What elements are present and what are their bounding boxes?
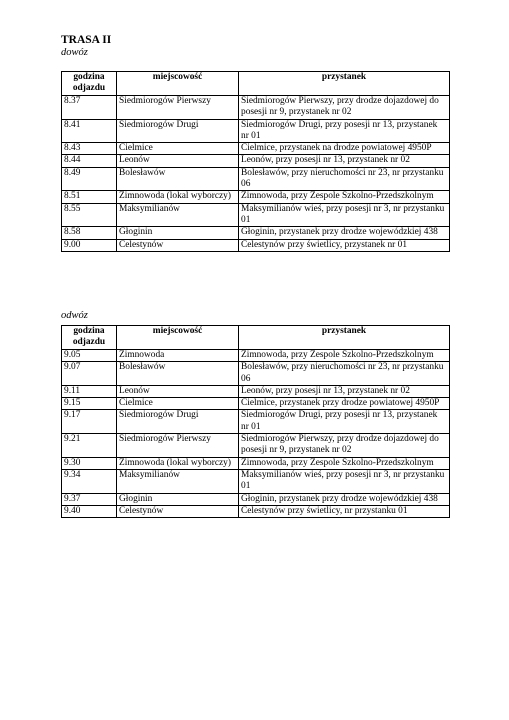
departure-time-cell: 8.44 [62, 155, 117, 167]
table-row [62, 434, 450, 458]
departure-time-cell: 9.40 [62, 505, 117, 517]
bus-stop-cell: Bolesławów, przy nieruchomości nr 23, nr przystanku 06 [239, 167, 450, 191]
departure-time-cell: 9.07 [62, 362, 117, 386]
departure-time-cell: 8.55 [62, 203, 117, 227]
locality-cell: Zimnowoda (lokal wyborczy) [117, 191, 239, 203]
departure-time-cell: 8.51 [62, 191, 117, 203]
departure-time-cell: 9.15 [62, 398, 117, 410]
bus-stop-cell: Leonów, przy posesji nr 13, przystanek nr 02 [239, 385, 450, 397]
departure-time-cell: 8.49 [62, 167, 117, 191]
header-place: miejscowość [117, 326, 239, 350]
table-row [62, 350, 450, 362]
table-row [62, 469, 450, 493]
table-row [62, 239, 450, 251]
locality-cell: Głoginin [117, 227, 239, 239]
locality-cell: Bolesławów [117, 167, 239, 191]
header-time: godzina odjazdu [62, 72, 117, 96]
bus-stop-cell: Maksymilianów wieś, przy posesji nr 3, nr przystanku 01 [239, 469, 450, 493]
table-row [62, 191, 450, 203]
departure-time-cell: 9.00 [62, 239, 117, 251]
departure-time-cell: 9.11 [62, 385, 117, 397]
locality-cell: Celestynów [117, 505, 239, 517]
table-row [62, 155, 450, 167]
table-row [62, 410, 450, 434]
odwoz-label: odwóz [61, 310, 88, 321]
locality-cell: Siedmiorogów Drugi [117, 119, 239, 143]
locality-cell: Siedmiorogów Drugi [117, 410, 239, 434]
table-header-row [62, 326, 450, 350]
odwoz-table [61, 325, 450, 518]
dowoz-table [61, 71, 450, 252]
locality-cell: Zimnowoda (lokal wyborczy) [117, 457, 239, 469]
table-row [62, 203, 450, 227]
bus-stop-cell: Siedmiorogów Drugi, przy posesji nr 13, przystanek nr 01 [239, 119, 450, 143]
bus-stop-cell: Cielmice, przystanek na drodze powiatowej 4950P [239, 143, 450, 155]
bus-stop-cell: Siedmiorogów Pierwszy, przy drodze dojazdowej do posesji nr 9, przystanek nr 02 [239, 96, 450, 120]
departure-time-cell: 9.21 [62, 434, 117, 458]
bus-stop-cell: Głoginin, przystanek przy drodze wojewódzkiej 438 [239, 493, 450, 505]
locality-cell: Bolesławów [117, 362, 239, 386]
locality-cell: Maksymilianów [117, 203, 239, 227]
locality-cell: Zimnowoda [117, 350, 239, 362]
table-row [62, 362, 450, 386]
header-place: miejscowość [117, 72, 239, 96]
bus-stop-cell: Siedmiorogów Pierwszy, przy drodze dojazdowej do posesji nr 9, przystanek nr 02 [239, 434, 450, 458]
table-row [62, 119, 450, 143]
bus-stop-cell: Zimnowoda, przy Zespole Szkolno-Przedszkolnym [239, 350, 450, 362]
departure-time-cell: 9.37 [62, 493, 117, 505]
bus-stop-cell: Celestynów przy świetlicy, nr przystanku 01 [239, 505, 450, 517]
bus-stop-cell: Maksymilianów wieś, przy posesji nr 3, nr przystanku 01 [239, 203, 450, 227]
departure-time-cell: 9.17 [62, 410, 117, 434]
table-row [62, 457, 450, 469]
bus-stop-cell: Siedmiorogów Drugi, przy posesji nr 13, przystanek nr 01 [239, 410, 450, 434]
table-row [62, 385, 450, 397]
departure-time-cell: 9.30 [62, 457, 117, 469]
table-row [62, 167, 450, 191]
departure-time-cell: 8.58 [62, 227, 117, 239]
table-header-row [62, 72, 450, 96]
departure-time-cell: 8.43 [62, 143, 117, 155]
locality-cell: Celestynów [117, 239, 239, 251]
locality-cell: Leonów [117, 155, 239, 167]
table-row [62, 96, 450, 120]
departure-time-cell: 8.37 [62, 96, 117, 120]
table-row [62, 227, 450, 239]
locality-cell: Siedmiorogów Pierwszy [117, 96, 239, 120]
bus-stop-cell: Zimnowoda, przy Zespole Szkolno-Przedszkolnym [239, 191, 450, 203]
bus-stop-cell: Cielmice, przystanek przy drodze powiatowej 4950P [239, 398, 450, 410]
locality-cell: Cielmice [117, 143, 239, 155]
table-row [62, 505, 450, 517]
table-row [62, 493, 450, 505]
departure-time-cell: 9.05 [62, 350, 117, 362]
route-title: TRASA II [61, 34, 112, 46]
bus-stop-cell: Bolesławów, przy nieruchomości nr 23, nr przystanku 06 [239, 362, 450, 386]
table-row [62, 398, 450, 410]
bus-stop-cell: Celestynów przy świetlicy, przystanek nr 01 [239, 239, 450, 251]
header-time: godzina odjazdu [62, 326, 117, 350]
table-row [62, 143, 450, 155]
locality-cell: Głoginin [117, 493, 239, 505]
header-stop: przystanek [239, 326, 450, 350]
locality-cell: Leonów [117, 385, 239, 397]
locality-cell: Siedmiorogów Pierwszy [117, 434, 239, 458]
bus-stop-cell: Głoginin, przystanek przy drodze wojewódzkiej 438 [239, 227, 450, 239]
header-stop: przystanek [239, 72, 450, 96]
departure-time-cell: 9.34 [62, 469, 117, 493]
bus-stop-cell: Zimnowoda, przy Zespole Szkolno-Przedszkolnym [239, 457, 450, 469]
dowoz-label: dowóz [61, 47, 88, 58]
departure-time-cell: 8.41 [62, 119, 117, 143]
bus-stop-cell: Leonów, przy posesji nr 13, przystanek nr 02 [239, 155, 450, 167]
locality-cell: Cielmice [117, 398, 239, 410]
locality-cell: Maksymilianów [117, 469, 239, 493]
